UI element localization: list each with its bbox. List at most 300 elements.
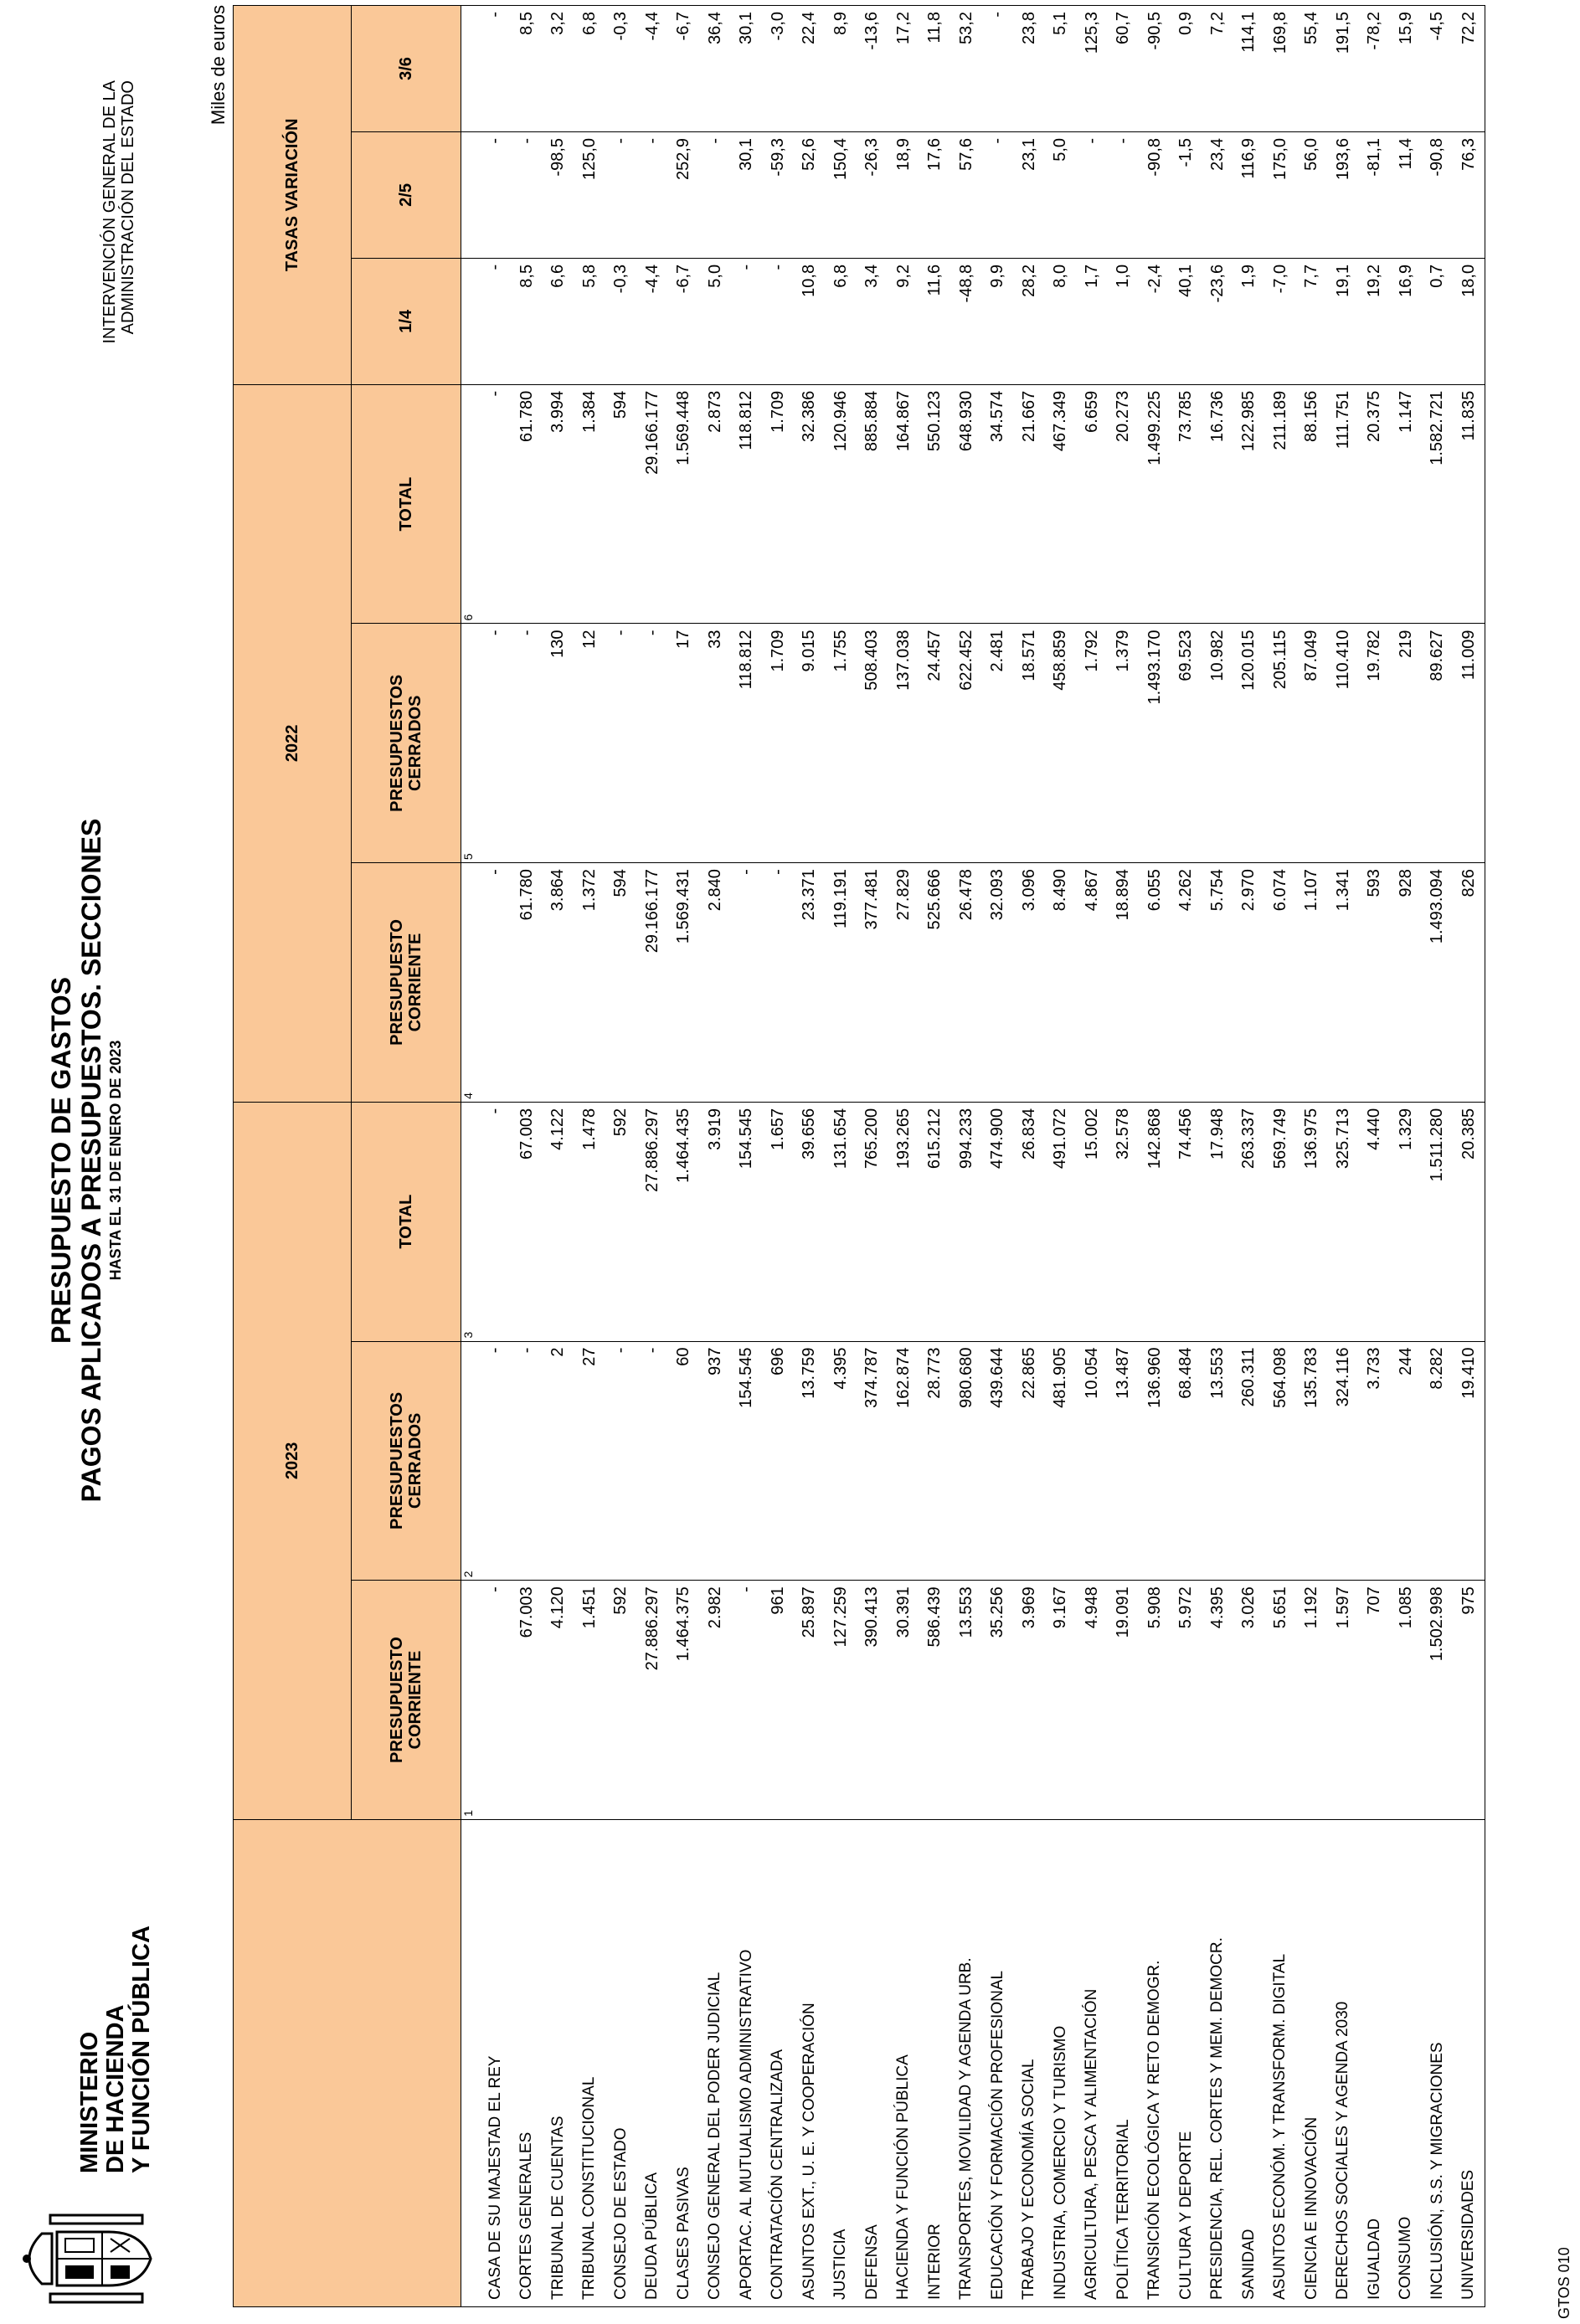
table-cell: 67.003	[512, 1581, 543, 1820]
col-header-presupuesto-corriente-2022: PRESUPUESTO CORRIENTE	[352, 863, 461, 1103]
table-cell: -	[480, 1341, 512, 1581]
table-cell: 765.200	[857, 1102, 888, 1341]
table-cell: 34.574	[982, 384, 1014, 624]
table-cell: 219	[1391, 624, 1423, 863]
table-cell: -98,5	[543, 131, 574, 258]
table-cell: 13.553	[1202, 1341, 1234, 1581]
table-cell: 25.897	[794, 1581, 826, 1820]
table-cell: -	[480, 131, 512, 258]
table-cell: 74.456	[1171, 1102, 1202, 1341]
table-cell: 1.493.094	[1422, 863, 1454, 1103]
table-cell: 27.829	[888, 863, 920, 1103]
col-header-rate-3-6: 3/6	[352, 6, 461, 132]
table-cell: -	[480, 624, 512, 863]
table-cell: 6.659	[1077, 384, 1109, 624]
table-cell: 4.948	[1077, 1581, 1109, 1820]
table-cell: 5.651	[1265, 1581, 1297, 1820]
table-cell: 67.003	[512, 1102, 543, 1341]
table-cell: 4.120	[543, 1581, 574, 1820]
row-label: TRIBUNAL DE CUENTAS	[543, 1819, 574, 2306]
table-cell: 150,4	[826, 131, 857, 258]
table-cell: 1.597	[1328, 1581, 1360, 1820]
table-cell: 961	[763, 1581, 795, 1820]
table-cell: 0,9	[1171, 6, 1202, 132]
table-row	[1140, 6, 1171, 2307]
table-cell: 32.578	[1108, 1102, 1140, 1341]
row-label: DERECHOS SOCIALES Y AGENDA 2030	[1328, 1819, 1360, 2306]
table-cell: 1.192	[1296, 1581, 1328, 1820]
table-cell: 17,2	[888, 6, 920, 132]
table-cell: 18,0	[1454, 258, 1485, 384]
table-cell: -90,8	[1140, 131, 1171, 258]
table-cell: 55,4	[1296, 6, 1328, 132]
table-cell: 1.464.375	[668, 1581, 700, 1820]
ministry-line-2: DE HACIENDA	[102, 2004, 129, 2173]
row-label: APORTAC. AL MUTUALISMO ADMINISTRATIVO	[731, 1819, 763, 2306]
table-cell: 30,1	[731, 131, 763, 258]
table-cell: 377.481	[857, 863, 888, 1103]
table-cell: 3.969	[1014, 1581, 1046, 1820]
table-cell: 325.713	[1328, 1102, 1360, 1341]
table-cell: 885.884	[857, 384, 888, 624]
table-cell: 29.166.177	[637, 384, 669, 624]
table-cell: 1,9	[1233, 258, 1265, 384]
table-cell: 5,0	[700, 258, 732, 384]
table-cell: 569.749	[1265, 1102, 1297, 1341]
column-number-row	[461, 6, 481, 2307]
table-cell: 6,8	[574, 6, 606, 132]
group-header-tasas: TASAS VARIACIÓN	[234, 6, 352, 385]
row-label: DEFENSA	[857, 1819, 888, 2306]
table-cell: 57,6	[951, 131, 983, 258]
row-label: CULTURA Y DEPORTE	[1171, 1819, 1202, 2306]
table-row	[574, 6, 606, 2307]
table-cell: -	[605, 624, 637, 863]
table-cell: 21.667	[1014, 384, 1046, 624]
col-header-presupuestos-cerrados-2023: PRESUPUESTOS CERRADOS	[352, 1341, 461, 1581]
table-body	[461, 6, 1485, 2307]
column-number: 1	[461, 1581, 481, 1820]
row-label: ASUNTOS ECONÓM. Y TRANSFORM. DIGITAL	[1265, 1819, 1297, 2306]
table-cell: -0,3	[605, 258, 637, 384]
table-cell: 458.859	[1045, 624, 1077, 863]
table-row	[637, 6, 669, 2307]
table-row	[543, 6, 574, 2307]
table-cell: -	[731, 863, 763, 1103]
table-cell: 69.523	[1171, 624, 1202, 863]
row-label: UNIVERSIDADES	[1454, 1819, 1485, 2306]
table-cell: 39.656	[794, 1102, 826, 1341]
table-cell: 2.970	[1233, 863, 1265, 1103]
table-cell: 615.212	[919, 1102, 951, 1341]
table-cell: 26.834	[1014, 1102, 1046, 1341]
table-cell: -13,6	[857, 6, 888, 132]
row-label: POLÍTICA TERRITORIAL	[1108, 1819, 1140, 2306]
table-cell: 7,7	[1296, 258, 1328, 384]
table-cell: 1.499.225	[1140, 384, 1171, 624]
table-cell: 8,9	[826, 6, 857, 132]
table-cell: 27	[574, 1341, 606, 1581]
table-cell: 76,3	[1454, 131, 1485, 258]
table-cell: -	[480, 863, 512, 1103]
table-cell: 61.780	[512, 863, 543, 1103]
table-cell: 3.919	[700, 1102, 732, 1341]
table-cell: -	[605, 1341, 637, 1581]
table-cell: 4.440	[1359, 1102, 1391, 1341]
table-cell: 53,2	[951, 6, 983, 132]
table-cell: 374.787	[857, 1341, 888, 1581]
agency-line-1: INTERVENCIÓN GENERAL DE LA	[100, 80, 119, 344]
table-cell: 508.403	[857, 624, 888, 863]
table-cell: 5,1	[1045, 6, 1077, 132]
table-cell: 19.091	[1108, 1581, 1140, 1820]
table-cell: 592	[605, 1581, 637, 1820]
row-label: INTERIOR	[919, 1819, 951, 2306]
table-cell: -	[731, 258, 763, 384]
row-label: INDUSTRIA, COMERCIO Y TURISMO	[1045, 1819, 1077, 2306]
table-cell: 73.785	[1171, 384, 1202, 624]
table-cell: 3.096	[1014, 863, 1046, 1103]
table-cell: 594	[605, 384, 637, 624]
table-cell: 114,1	[1233, 6, 1265, 132]
table-row	[919, 6, 951, 2307]
table-cell: 20.385	[1454, 1102, 1485, 1341]
table-cell: 1.478	[574, 1102, 606, 1341]
table-cell: 1.085	[1391, 1581, 1423, 1820]
table-cell: 136.960	[1140, 1341, 1171, 1581]
table-cell: 2	[543, 1341, 574, 1581]
table-row	[1422, 6, 1454, 2307]
col-header-presupuestos-cerrados-2022: PRESUPUESTOS CERRADOS	[352, 624, 461, 863]
table-cell: -7,0	[1265, 258, 1297, 384]
table-cell: 252,9	[668, 131, 700, 258]
table-cell: -	[480, 1102, 512, 1341]
table-cell: -	[512, 131, 543, 258]
table-cell: 937	[700, 1341, 732, 1581]
table-cell: 125,0	[574, 131, 606, 258]
table-cell: 467.349	[1045, 384, 1077, 624]
table-row	[1014, 6, 1046, 2307]
report-subtitle: PAGOS APLICADOS A PRESUPUESTOS. SECCIONES	[76, 818, 106, 1503]
table-cell: 550.123	[919, 384, 951, 624]
table-cell: 9,9	[982, 258, 1014, 384]
table-cell: 162.874	[888, 1341, 920, 1581]
table-row	[1077, 6, 1109, 2307]
table-cell: 4.122	[543, 1102, 574, 1341]
table-cell: 244	[1391, 1341, 1423, 1581]
row-label: PRESIDENCIA, REL. CORTES Y MEM. DEMOCR.	[1202, 1819, 1234, 2306]
table-cell: 193.265	[888, 1102, 920, 1341]
table-cell: 30.391	[888, 1581, 920, 1820]
table-cell: 4.395	[1202, 1581, 1234, 1820]
table-cell: 8,0	[1045, 258, 1077, 384]
table-row	[1233, 6, 1265, 2307]
table-cell: -2,4	[1140, 258, 1171, 384]
table-cell: 8.282	[1422, 1341, 1454, 1581]
row-label: EDUCACIÓN Y FORMACIÓN PROFESIONAL	[982, 1819, 1014, 2306]
table-cell: 0,7	[1422, 258, 1454, 384]
table-cell: -48,8	[951, 258, 983, 384]
table-cell: 6.055	[1140, 863, 1171, 1103]
table-cell: 29.166.177	[637, 863, 669, 1103]
table-cell: 35.256	[982, 1581, 1014, 1820]
row-label: CONTRATACIÓN CENTRALIZADA	[763, 1819, 795, 2306]
table-cell: 994.233	[951, 1102, 983, 1341]
table-cell: 696	[763, 1341, 795, 1581]
table-cell: 8.490	[1045, 863, 1077, 1103]
row-label: SANIDAD	[1233, 1819, 1265, 2306]
table-cell: 24.457	[919, 624, 951, 863]
table-cell: -4,5	[1422, 6, 1454, 132]
table-cell: 9.167	[1045, 1581, 1077, 1820]
table-cell: 5,8	[574, 258, 606, 384]
table-cell: 17,6	[919, 131, 951, 258]
table-cell: 68.484	[1171, 1341, 1202, 1581]
table-cell: 32.093	[982, 863, 1014, 1103]
table-cell: 17.948	[1202, 1102, 1234, 1341]
table-cell: 137.038	[888, 624, 920, 863]
table-cell: 1.464.435	[668, 1102, 700, 1341]
table-cell: 19.410	[1454, 1341, 1485, 1581]
table-cell: -6,7	[668, 6, 700, 132]
table-cell: -	[605, 131, 637, 258]
table-cell: 3.994	[543, 384, 574, 624]
table-cell: 154.545	[731, 1341, 763, 1581]
table-cell: 928	[1391, 863, 1423, 1103]
table-cell: 4.262	[1171, 863, 1202, 1103]
table-cell: 1.792	[1077, 624, 1109, 863]
table-row	[668, 6, 700, 2307]
row-label: CIENCIA E INNOVACIÓN	[1296, 1819, 1328, 2306]
report-title: PRESUPUESTO DE GASTOS	[46, 976, 76, 1345]
table-cell: 1.502.998	[1422, 1581, 1454, 1820]
table-cell: -	[480, 1581, 512, 1820]
table-row	[1359, 6, 1391, 2307]
group-header-2023: 2023	[234, 1102, 352, 1819]
table-cell: 2.873	[700, 384, 732, 624]
table-cell: 5.972	[1171, 1581, 1202, 1820]
table-row	[1108, 6, 1140, 2307]
table-cell: 9.015	[794, 624, 826, 863]
row-label: TRANSPORTES, MOVILIDAD Y AGENDA URB.	[951, 1819, 983, 2306]
table-row	[857, 6, 888, 2307]
table-cell: 1,7	[1077, 258, 1109, 384]
table-cell: 13.759	[794, 1341, 826, 1581]
row-label: CONSEJO GENERAL DEL PODER JUDICIAL	[700, 1819, 732, 2306]
table-cell: 1,0	[1108, 258, 1140, 384]
coat-of-arms-icon	[17, 2208, 159, 2309]
table-cell: 30,1	[731, 6, 763, 132]
row-label: TRANSICIÓN ECOLÓGICA Y RETO DEMOGR.	[1140, 1819, 1171, 2306]
table-cell: 592	[605, 1102, 637, 1341]
table-cell: 18,9	[888, 131, 920, 258]
table-cell: 5.908	[1140, 1581, 1171, 1820]
table-cell: 205.115	[1265, 624, 1297, 863]
table-cell: 491.072	[1045, 1102, 1077, 1341]
table-row	[731, 6, 763, 2307]
table-cell: 6.074	[1265, 863, 1297, 1103]
table-cell: -26,3	[857, 131, 888, 258]
table-cell: 118.812	[731, 384, 763, 624]
table-cell: 12	[574, 624, 606, 863]
column-number: 5	[461, 624, 481, 863]
table-cell: 72,2	[1454, 6, 1485, 132]
table-cell: 60,7	[1108, 6, 1140, 132]
table-cell: 211.189	[1265, 384, 1297, 624]
table-cell: -6,7	[668, 258, 700, 384]
table-row	[480, 6, 512, 2307]
table-cell: 89.627	[1422, 624, 1454, 863]
group-header-2022: 2022	[234, 384, 352, 1102]
units-label: Miles de euros	[208, 5, 229, 126]
table-cell: 6,6	[543, 258, 574, 384]
col-header-presupuesto-corriente-2023: PRESUPUESTO CORRIENTE	[352, 1581, 461, 1820]
table-cell: 61.780	[512, 384, 543, 624]
table-cell: 13.487	[1108, 1341, 1140, 1581]
table-cell: 1.511.280	[1422, 1102, 1454, 1341]
table-cell: 975	[1454, 1581, 1485, 1820]
table-cell: 8,5	[512, 6, 543, 132]
row-label: IGUALDAD	[1359, 1819, 1391, 2306]
table-cell: 525.666	[919, 863, 951, 1103]
table-cell: 20.273	[1108, 384, 1140, 624]
table-cell: -90,5	[1140, 6, 1171, 132]
table-cell: -	[982, 131, 1014, 258]
table-cell: 2.840	[700, 863, 732, 1103]
table-cell: 122.985	[1233, 384, 1265, 624]
row-label: TRIBUNAL CONSTITUCIONAL	[574, 1819, 606, 2306]
agency-line-2: ADMINISTRACIÓN DEL ESTADO	[119, 80, 137, 335]
table-row	[1202, 6, 1234, 2307]
column-number: 4	[461, 863, 481, 1103]
table-cell: 52,6	[794, 131, 826, 258]
table-cell: -	[637, 624, 669, 863]
table-row	[763, 6, 795, 2307]
table-cell: 154.545	[731, 1102, 763, 1341]
table-cell: 5,0	[1045, 131, 1077, 258]
table-row	[826, 6, 857, 2307]
table-cell: 118.812	[731, 624, 763, 863]
col-header-rate-2-5: 2/5	[352, 131, 461, 258]
table-cell: 13.553	[951, 1581, 983, 1820]
table-cell: 169,8	[1265, 6, 1297, 132]
table-cell: 2.481	[982, 624, 1014, 863]
table-cell: 3,4	[857, 258, 888, 384]
table-cell: 135.783	[1296, 1341, 1328, 1581]
table-cell: -	[1108, 131, 1140, 258]
table-cell: 5.754	[1202, 863, 1234, 1103]
table-cell: 648.930	[951, 384, 983, 624]
table-cell: -3,0	[763, 6, 795, 132]
row-label: CASA DE SU MAJESTAD EL REY	[480, 1819, 512, 2306]
table-cell: 28,2	[1014, 258, 1046, 384]
row-label: JUSTICIA	[826, 1819, 857, 2306]
table-cell: 826	[1454, 863, 1485, 1103]
col-header-total-2022: TOTAL	[352, 384, 461, 624]
table-row	[1171, 6, 1202, 2307]
table-cell: 11.835	[1454, 384, 1485, 624]
table-cell: 390.413	[857, 1581, 888, 1820]
table-cell: -	[763, 258, 795, 384]
table-row	[1296, 6, 1328, 2307]
table-cell: 9,2	[888, 258, 920, 384]
table-cell: 32.386	[794, 384, 826, 624]
table-cell: 1.709	[763, 384, 795, 624]
table-cell: -	[480, 258, 512, 384]
table-cell: 127.259	[826, 1581, 857, 1820]
table-cell: 191,5	[1328, 6, 1360, 132]
table-row	[982, 6, 1014, 2307]
expenditure-table	[233, 5, 1485, 2307]
table-cell: 116,9	[1233, 131, 1265, 258]
table-cell: 142.868	[1140, 1102, 1171, 1341]
table-cell: 3.864	[543, 863, 574, 1103]
table-cell: 1.569.431	[668, 863, 700, 1103]
table-row	[1391, 6, 1423, 2307]
row-label: AGRICULTURA, PESCA Y ALIMENTACIÓN	[1077, 1819, 1109, 2306]
table-cell: 1.493.170	[1140, 624, 1171, 863]
table-cell: 27.886.297	[637, 1102, 669, 1341]
table-cell: 260.311	[1233, 1341, 1265, 1581]
table-cell: 594	[605, 863, 637, 1103]
table-cell: 111.751	[1328, 384, 1360, 624]
table-cell: 36,4	[700, 6, 732, 132]
table-cell: 88.156	[1296, 384, 1328, 624]
table-cell: 1.657	[763, 1102, 795, 1341]
table-cell: 15,9	[1391, 6, 1423, 132]
table-cell: -	[512, 1341, 543, 1581]
ministry-line-3: Y FUNCIÓN PÚBLICA	[128, 1926, 155, 2173]
table-cell: 707	[1359, 1581, 1391, 1820]
table-cell: 131.654	[826, 1102, 857, 1341]
table-row	[605, 6, 637, 2307]
col-header-rate-1-4: 1/4	[352, 258, 461, 384]
table-cell: 26.478	[951, 863, 983, 1103]
table-cell: -81,1	[1359, 131, 1391, 258]
table-cell: 130	[543, 624, 574, 863]
table-cell: 263.337	[1233, 1102, 1265, 1341]
table-cell: -	[637, 1341, 669, 1581]
table-row	[512, 6, 543, 2307]
column-number: 6	[461, 384, 481, 624]
table-cell: 28.773	[919, 1341, 951, 1581]
table-cell: 19,1	[1328, 258, 1360, 384]
row-label: CONSUMO	[1391, 1819, 1423, 2306]
table-cell: 586.439	[919, 1581, 951, 1820]
table-cell: 10.982	[1202, 624, 1234, 863]
table-cell: 164.867	[888, 384, 920, 624]
table-row	[1328, 6, 1360, 2307]
table-cell: 1.372	[574, 863, 606, 1103]
table-cell: -	[763, 863, 795, 1103]
row-label: HACIENDA Y FUNCIÓN PÚBLICA	[888, 1819, 920, 2306]
table-row	[700, 6, 732, 2307]
table-cell: -	[700, 131, 732, 258]
table-cell: 11,6	[919, 258, 951, 384]
table-cell: 16,9	[1391, 258, 1423, 384]
agency-name	[100, 80, 137, 583]
table-cell: 18.894	[1108, 863, 1140, 1103]
table-cell: -78,2	[1359, 6, 1391, 132]
table-cell: 23,8	[1014, 6, 1046, 132]
table-cell: 11,8	[919, 6, 951, 132]
table-cell: 125,3	[1077, 6, 1109, 132]
row-label: ASUNTOS EXT., U. E. Y COOPERACIÓN	[794, 1819, 826, 2306]
row-label: DEUDA PÚBLICA	[637, 1819, 669, 2306]
table-cell: -	[480, 384, 512, 624]
table-cell: 10,8	[794, 258, 826, 384]
row-label: INCLUSIÓN, S.S. Y MIGRACIONES	[1422, 1819, 1454, 2306]
